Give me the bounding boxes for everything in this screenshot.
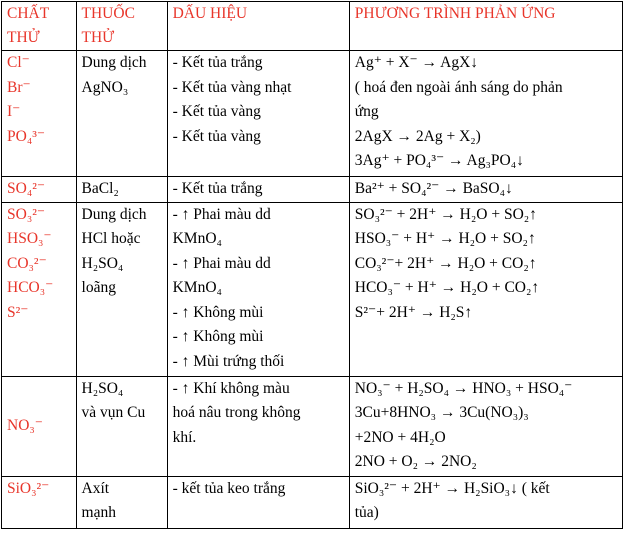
- table-row: [2, 202, 623, 376]
- table-row: [2, 376, 623, 476]
- equation-line: 3Cu+8HNO₃ → 3Cu(NO₃)₃: [354, 404, 529, 421]
- equation-line: +2NO + 4H₂O: [354, 428, 446, 446]
- substance-ion: I⁻: [7, 103, 21, 120]
- signs-cell: [167, 177, 349, 203]
- equation-line: ứng: [354, 103, 379, 120]
- reagent-line: AgNO₃: [81, 78, 129, 96]
- equation-line: Ba²⁺ + SO₄²⁻ → BaSO₄↓: [354, 180, 513, 197]
- reagent-line: Dung dịch: [81, 54, 147, 71]
- substance-ion: CO₃²⁻: [7, 254, 47, 272]
- reagent-cell: [76, 202, 167, 376]
- equation-line: 2NO + O₂ → 2NO₂: [354, 453, 477, 470]
- signs-cell: [167, 376, 349, 476]
- equations-cell: [349, 376, 622, 476]
- signs-cell: [167, 202, 349, 376]
- substance-ion: Br⁻: [7, 78, 31, 96]
- sign-line: - Kết tủa trắng: [172, 180, 263, 197]
- sign-line: - Kết tủa vàng: [172, 103, 261, 120]
- sign-line: - ↑ Phai màu dd: [172, 254, 271, 272]
- reagent-cell: [76, 476, 167, 528]
- sign-line: khí.: [172, 428, 197, 446]
- reagent-line: Axít: [81, 479, 110, 497]
- equation-line: SO₃²⁻ + 2H⁺ → H₂O + SO₂↑: [354, 205, 537, 223]
- header-substance: [2, 2, 77, 51]
- substance-ion: Cl⁻: [7, 54, 30, 71]
- header-signs: [167, 2, 349, 51]
- sign-line: - ↑ Khí không màu: [172, 379, 290, 397]
- equation-line: S²⁻+ 2H⁺ → H₂S↑: [354, 303, 473, 321]
- substance-ion: HSO₃⁻: [7, 230, 52, 247]
- sign-line: - ↑ Không mùi: [172, 328, 264, 345]
- substance-ion: PO₄³⁻: [7, 127, 46, 145]
- equation-line: SiO₃²⁻ + 2H⁺ → H₂SiO₃↓ ( kết: [354, 479, 550, 497]
- reagent-line: BaCl₂: [81, 180, 119, 197]
- reagent-line: mạnh: [81, 504, 116, 521]
- sign-line: - Kết tủa vàng: [172, 127, 261, 145]
- header-substance-line: THỬ: [7, 29, 40, 46]
- substance-cell: [2, 476, 77, 528]
- reagent-line: HCl hoặc: [81, 230, 141, 247]
- sign-line: - ↑ Mùi trứng thối: [172, 352, 285, 370]
- substance-ion: SO₄²⁻: [7, 180, 46, 197]
- sign-line: KMnO₄: [172, 279, 222, 296]
- substance-ion: NO₃⁻: [7, 416, 43, 434]
- substance-cell: [2, 202, 77, 376]
- reagent-cell: [76, 51, 167, 177]
- table-row: [2, 476, 623, 528]
- equation-line: tủa): [354, 504, 379, 521]
- equation-line: NO₃⁻ + H₂SO₄ → HNO₃ + HSO₄⁻: [354, 379, 573, 397]
- sign-line: - Kết tủa vàng nhạt: [172, 78, 292, 96]
- equation-line: HCO₃⁻ + H⁺ → H₂O + CO₂↑: [354, 279, 540, 296]
- substance-ion: SO₃²⁻: [7, 205, 46, 223]
- equation-line: 3Ag⁺ + PO₄³⁻ → Ag₃PO₄↓: [354, 152, 524, 169]
- equation-line: 2AgX → 2Ag + X₂): [354, 127, 481, 145]
- header-reagent: [76, 2, 167, 51]
- reagent-line: H₂SO₄: [81, 254, 124, 272]
- equations-cell: [349, 476, 622, 528]
- header-substance-line: CHẤT: [7, 5, 50, 22]
- reagent-identification-table: [1, 1, 623, 529]
- sign-line: - Kết tủa trắng: [172, 54, 263, 71]
- sign-line: - ↑ Phai màu dd: [172, 205, 271, 223]
- equation-line: ( hoá đen ngoài ánh sáng do phản: [354, 78, 563, 96]
- table-row: [2, 177, 623, 203]
- sign-line: KMnO₄: [172, 230, 222, 247]
- equations-cell: [349, 51, 622, 177]
- header-reagent-line: THỬ: [81, 29, 115, 46]
- sign-line: hoá nâu trong không: [172, 404, 301, 421]
- substance-cell: [2, 51, 77, 177]
- equation-line: HSO₃⁻ + H⁺ → H₂O + SO₂↑: [354, 230, 536, 247]
- equations-cell: [349, 177, 622, 203]
- substance-ion: HCO₃⁻: [7, 279, 54, 296]
- reagent-line: Dung dịch: [81, 205, 147, 223]
- substance-ion: S²⁻: [7, 303, 29, 321]
- equation-line: Ag⁺ + X⁻ → AgX↓: [354, 54, 479, 71]
- header-reagent-line: THUỐC: [81, 5, 135, 22]
- table-row: [2, 51, 623, 177]
- header-equations: [349, 2, 622, 51]
- reagent-line: loãng: [81, 279, 116, 296]
- equations-cell: [349, 202, 622, 376]
- sign-line: - kết tủa keo trắng: [172, 479, 286, 497]
- substance-cell: [2, 376, 77, 476]
- sign-line: - ↑ Không mùi: [172, 303, 264, 321]
- substance-ion: SiO₃²⁻: [7, 479, 50, 497]
- header-equations-text: PHƯƠNG TRÌNH PHẢN ỨNG: [354, 5, 556, 22]
- equation-line: CO₃²⁻+ 2H⁺ → H₂O + CO₂↑: [354, 254, 537, 272]
- reagent-line: và vụn Cu: [81, 404, 146, 421]
- header-signs-text: DẤU HIỆU: [172, 5, 248, 22]
- reagent-cell: [76, 376, 167, 476]
- signs-cell: [167, 51, 349, 177]
- reagent-line: H₂SO₄: [81, 379, 124, 397]
- substance-cell: [2, 177, 77, 203]
- signs-cell: [167, 476, 349, 528]
- reagent-cell: [76, 177, 167, 203]
- header-row: [2, 2, 623, 51]
